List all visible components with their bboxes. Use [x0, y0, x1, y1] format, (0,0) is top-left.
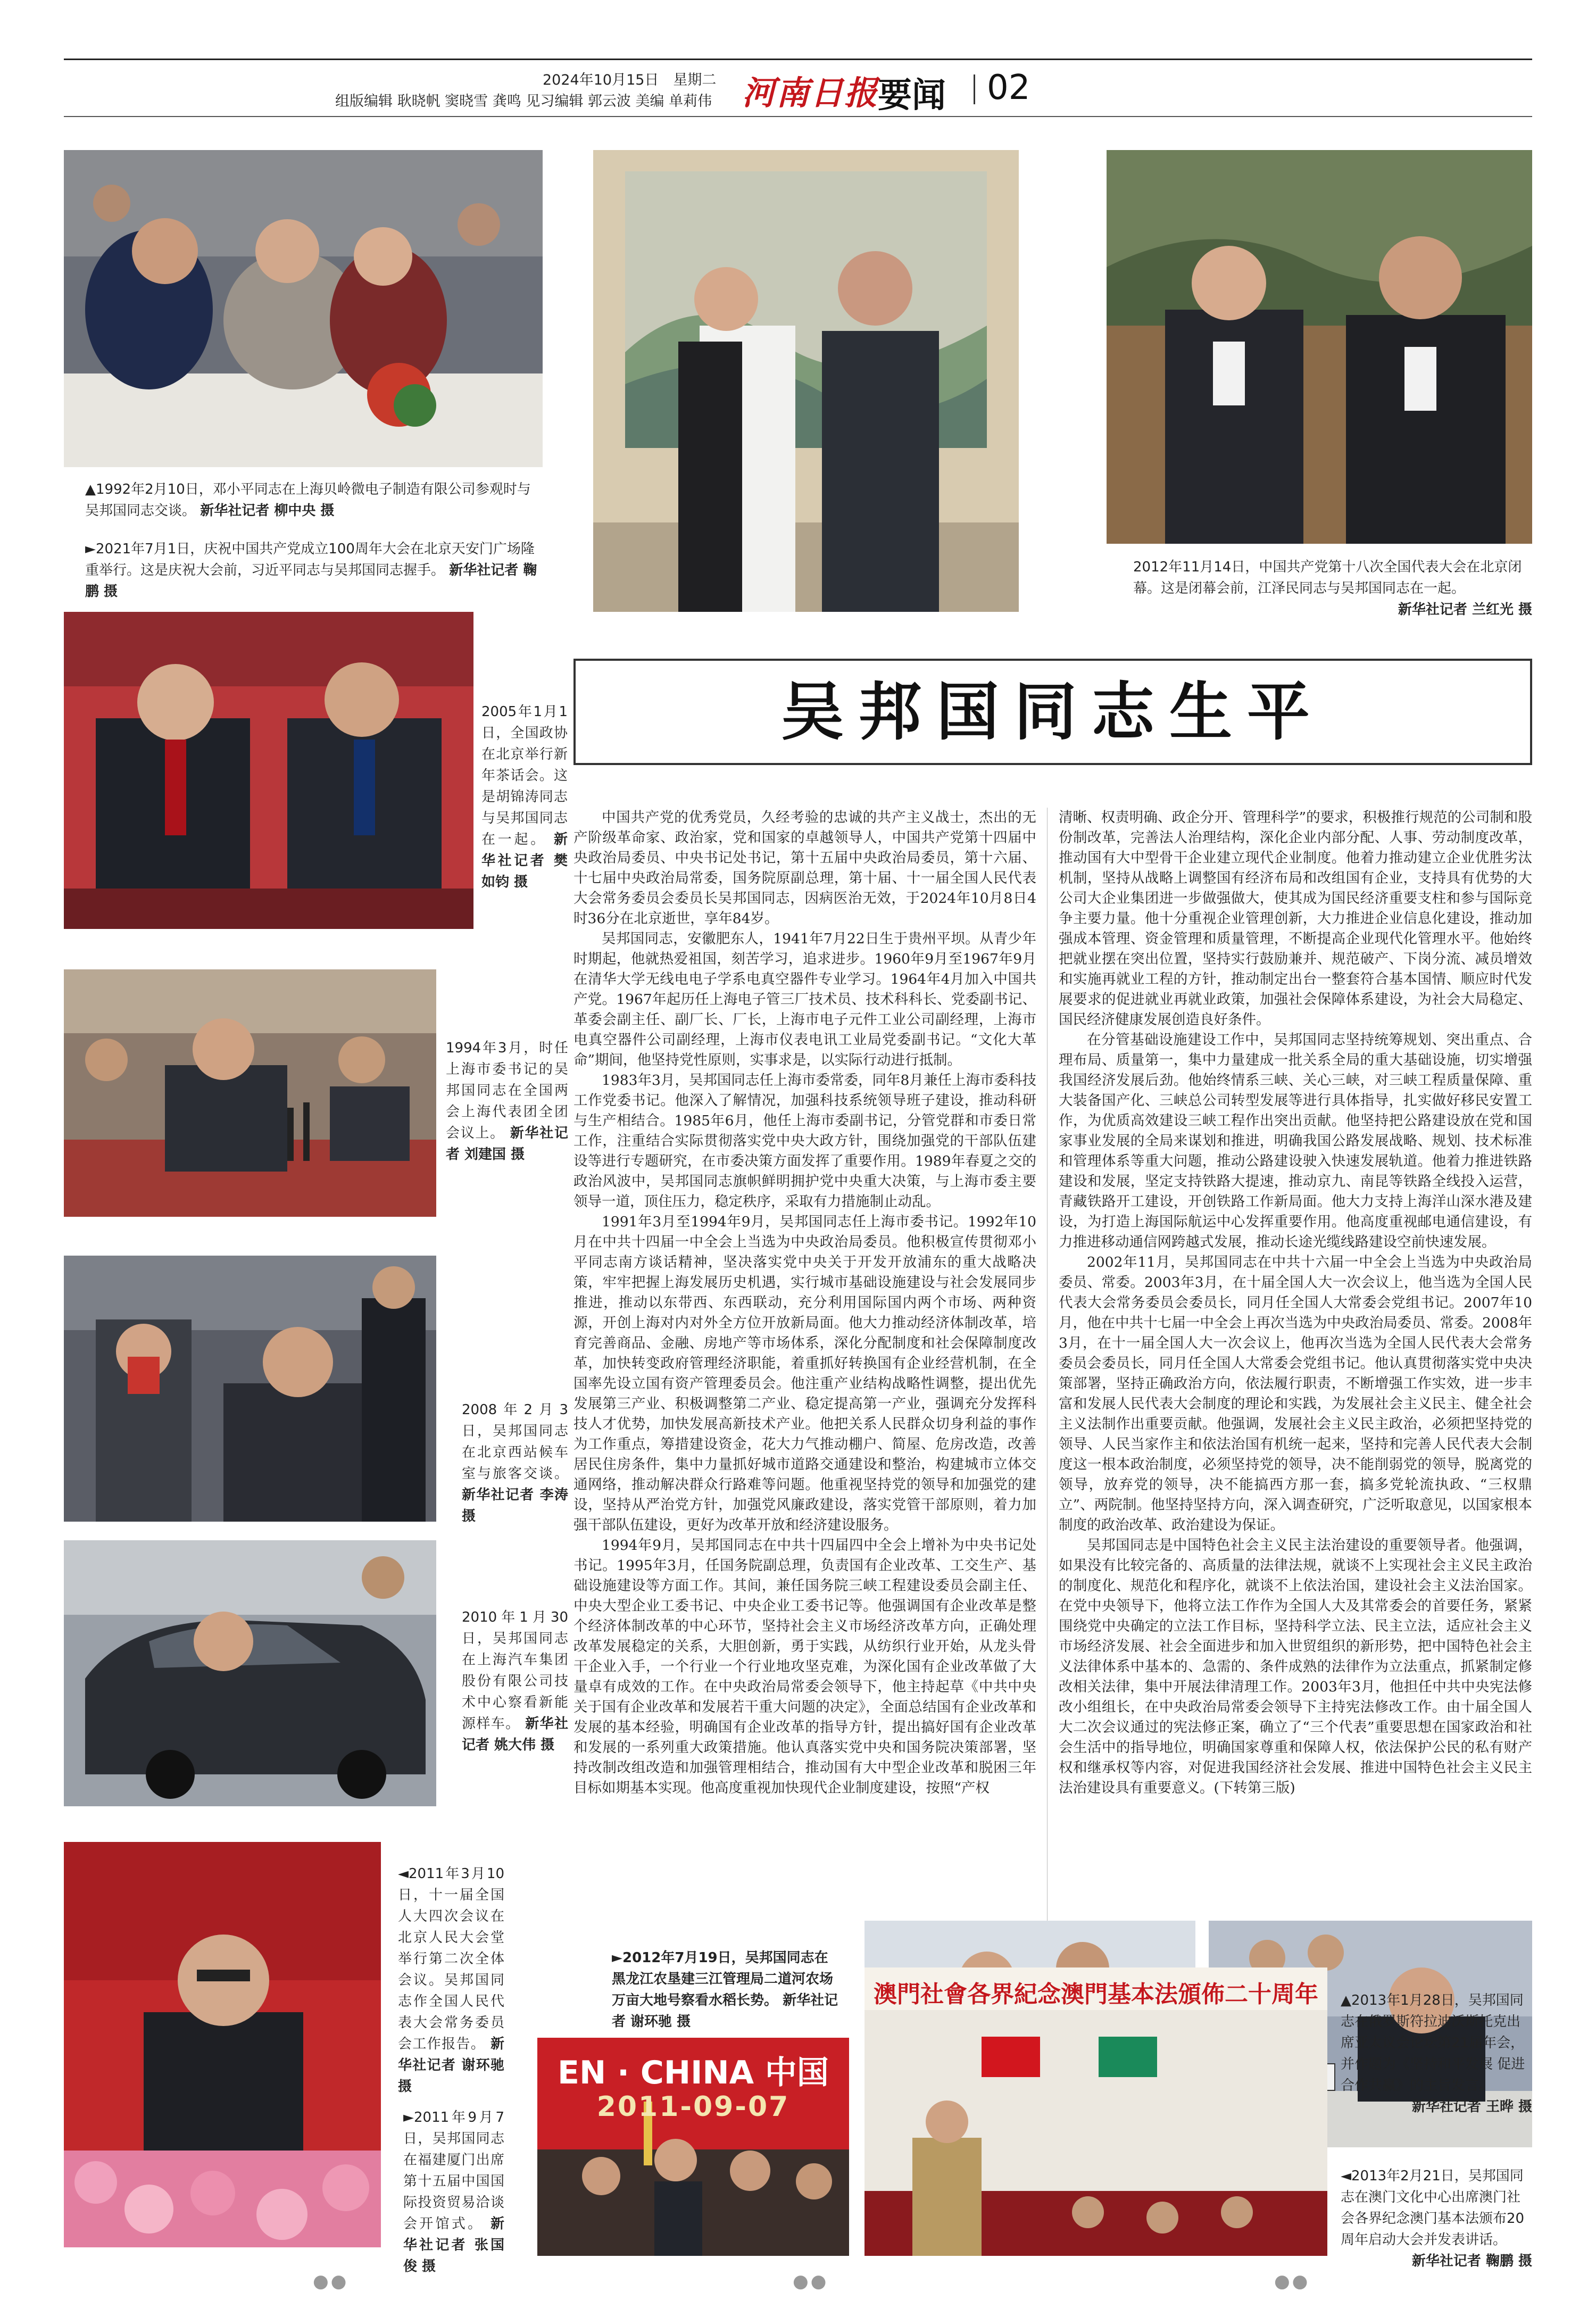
body-paragraph: 吴邦国同志是中国特色社会主义民主法治建设的重要领导者。他强调，如果没有比较完备的、高质量的法律法规，就谈不上实现社会主义民主政治的制度化、规范化和程序化，就谈不上依法治国，建设社会主义法治国家。在党中央领导下，他将立法工作作为全国人大及其常委会的首要任务，紧紧围绕党中央确定的立法工作目标，坚持科学立法、民主立法，适应社会主义市场经济发展、社会全面进步和加入世贸组织的新形势，把中国特色社会主义法律体系中基本的、急需的、条件成熟的法律作为立法重点，抓紧制定修改相关法律，集中开展法律清理工作。2003年3月，他担任中共中央宪法修改小组组长，在中央政治局常委会领导下主持宪法修改工作。由十届全国人大二次会议通过的宪法修正案，确立了“三个代表”重要思想在国家政治和社会生活中的指导地位，明确国家尊重和保障人权，依法保护公民的私有财产权和继承权等内容，对促进我国经济社会发展、推进中国特色社会主义民主法治建设具有重要意义。(下转第三版): [1059, 1537, 1532, 1796]
photo-2011-npc-report: [64, 1842, 381, 2247]
photo-1992-visit: [64, 150, 543, 467]
photo-2021-handshake: [593, 150, 1019, 612]
body-column-1: [573, 808, 1036, 1931]
body-paragraph: 1983年3月，吴邦国同志任上海市委常委，同年8月兼任上海市委科技工作党委书记。他深入了解情况，加强科技系统领导班子建设，推动科研与生产相结合。1985年6月，他任上海市委副书记，分管党群和市委日常工作，注重结合实际贯彻落实党中央大政方针，围绕加强党的干部队伍建设等进行专题研究，在市委决策方面发挥了重要作用。1989年春夏之交的政治风波中，吴邦国同志旗帜鲜明拥护党中央重大决策，与上海市委主要领导一道，顶住压力，稳定秩序，采取有力措施制止动乱。: [573, 1072, 1036, 1210]
article-title: 吴邦国同志生平: [780, 675, 1325, 749]
caption-2012-congress: 2012年11月14日，中国共产党第十八次全国代表大会在北京闭幕。这是闭幕会前，江泽民同志与吴邦国同志在一起。 新华社记者 兰红光 摄: [1133, 559, 1532, 618]
body-paragraph: 在分管基础设施建设工作中，吴邦国同志坚持统筹规划、突出重点、合理布局、质量第一，集中力量建成一批关系全局的重大基础设施，切实增强我国经济发展后劲。他始终情系三峡、关心三峡，对三峡工程质量保障、重大装备国产化、三峡总公司转型发展等进行具体指导，扎实做好移民安置工作，为优质高效建设三峡工程作出突出贡献。他坚持把公路建设放在党和国家事业发展的全局来谋划和推进，明确我国公路发展战略、规划、技术标准和管理体系等重大问题，推动公路建设驶入快速发展轨道。他着力推进铁路建设和发展，坚定支持铁路大提速，推动京九、南昆等铁路全线投入运营，青藏铁路开工建设，开创铁路工作新局面。他大力支持上海洋山深水港及建设，为打造上海国际航运中心发挥重要作用。他高度重视邮电通信建设，有力推进移动通信网跨越式发展，推动长途光缆线路建设空前快速发展。: [1059, 1032, 1532, 1250]
photo-2013-macau-scene: [864, 1967, 1327, 2256]
header-date: 2024年10月15日 星期二: [543, 72, 717, 88]
china-date-text: 2011-09-07: [596, 2091, 790, 2123]
caption-1994: 1994年3月，时任上海市委书记的吴邦国同志在全国两会上海代表团全团会议上。 新华社记者 刘建国 摄: [446, 1040, 568, 1163]
photo-2011-xiamen-fair: [537, 2038, 849, 2256]
column-divider: [1047, 808, 1048, 1925]
page-number: 02: [987, 68, 1030, 107]
caption-2011-september: ►2011年9月7日，吴邦国同志在福建厦门出席第十五届中国国际投资贸易洽谈会开馆式。 新华社记者 张国俊 摄: [403, 2110, 504, 2274]
caption-2005: 2005年1月1日，全国政协在北京举行新年茶话会。这是胡锦涛同志与吴邦国同志在一起。 新华社记者 樊如钧 摄: [481, 704, 568, 890]
body-paragraph: 吴邦国同志，安徽肥东人，1941年7月22日生于贵州平坝。从青少年时期起，他就热爱祖国，刻苦学习，追求进步。1960年9月至1967年9月在清华大学无线电电子学系电真空器件专业学习。1964年4月加入中国共产党。1967年起历任上海电子管三厂技术员、技术科科长、党委副书记、革委会副主任、副厂长、厂长，上海市电子元件工业公司副经理，上海市电真空器件公司副经理，上海市仪表电讯工业局党委副书记。“文化大革命”期间，他坚持党性原则，实事求是，以实际行动进行抵制。: [573, 931, 1036, 1068]
body-column-2: [1059, 808, 1532, 1931]
footer-dots-left: ●●: [313, 2271, 349, 2292]
body-paragraph: 清晰、权责明确、政企分开、管理科学”的要求，积极推行规范的公司制和股份制改革，完善法人治理结构，深化企业内部分配、人事、劳动制度改革，推动国有大中型骨干企业建立现代企业制度。他着力推动建立企业优胜劣汰机制，坚持从战略上调整国有经济布局和改组国有企业，支持具有优势的大公司大企业集团进一步做强做大，使其成为国民经济重要支柱和参与国际竞争主要力量。他十分重视企业管理创新，大力推进企业信息化建设，推动加强成本管理、资金管理和质量管理，不断提高企业现代化管理水平。他始终把就业摆在突出位置，坚持实行鼓励兼并、规范破产、下岗分流、减员增效和实施再就业工程的方针，推动制定出台一整套符合基本国情、顺应时代发展要求的促进就业再就业政策，加强社会保障体系建设，为社会大局稳定、国民经济健康发展创造良好条件。: [1059, 809, 1532, 1028]
caption-2012-july: ►2012年7月19日，吴邦国同志在黑龙江农垦建三江管理局二道河农场万亩大地号察看水稻长势。 新华社记者 谢环驰 摄: [612, 1950, 838, 2030]
caption-2010: 2010年1月30日，吴邦国同志在上海汽车集团股份有限公司技术中心察看新能源样车。 新华社记者 姚大伟 摄: [462, 1609, 568, 1753]
photo-2008-station: [64, 1256, 436, 1522]
photo-1994-npc: [64, 969, 436, 1217]
caption-2013-february: ◄2013年2月21日，吴邦国同志在澳门文化中心出席澳门社会各界纪念澳门基本法颁布20周年启动大会并发表讲话。 新华社记者 鞠鹏 摄: [1341, 2168, 1532, 2269]
body-paragraph: 2002年11月，吴邦国同志在中共十六届一中全会上当选为中央政治局委员、常委。2003年3月，在十届全国人大一次会议上，他当选为全国人民代表大会常务委员会委员长，同月任全国人大常委会党组书记。2007年10月，他在中共十七届一中全会上再次当选为中央政治局委员、常委。2008年3月，在十一届全国人大一次会议上，他再次当选为全国人民代表大会常务委员会委员长，同月任全国人大常委会党组书记。他认真贯彻落实党中央决策部署，坚持正确政治方向，依法履行职责，不断增强工作实效，进一步丰富和发展人民代表大会制度的理论和实践，为发展社会主义民主、健全社会主义法制作出重要贡献。他强调，发展社会主义民主政治，必须把坚持党的领导、人民当家作主和依法治国有机统一起来，坚持和完善人民代表大会制度这一根本政治制度，必须坚持党的领导，决不能削弱党的领导，脱离党的领导，放弃党的领导，决不能搞西方那一套，搞多党轮流执政、“三权鼎立”、两院制。他坚持坚持方向，深入调查研究，广泛听取意见，以国家根本制度的政治改革、政治建设为保证。: [1059, 1254, 1532, 1533]
macau-banner-text: 澳門社會各界紀念澳門基本法頒佈二十周年: [874, 1981, 1318, 2008]
header-bottom-rule: [64, 116, 1532, 117]
footer-dots-center: ●●: [793, 2271, 829, 2292]
header-top-rule: [64, 59, 1532, 60]
caption-2021: ►2021年7月1日，庆祝中国共产党成立100周年大会在北京天安门广场隆重举行。这是庆祝大会前，习近平同志与吴邦国同志握手。 新华社记者 鞠鹏 摄: [85, 541, 537, 600]
title-box: [573, 659, 1532, 765]
caption-2013-january: ▲2013年1月28日，吴邦国同志在俄罗斯符拉迪沃斯托克出席亚太议会论坛第21届年会，并作题为《坚持和平发展 促进合作共赢》的主旨发言。 新华社记者 王晔 摄: [1341, 1992, 1532, 2115]
body-paragraph: 中国共产党的优秀党员，久经考验的忠诚的共产主义战士，杰出的无产阶级革命家、政治家，党和国家的卓越领导人，中国共产党第十四届中央政治局委员、中央书记处书记，第十五届中央政治局委员，第十六届、十七届中央政治局常委，国务院原副总理，第十届、十一届全国人民代表大会常务委员会委员长吴邦国同志，因病医治无效，于2024年10月8日4时36分在北京逝世，享年84岁。: [573, 809, 1036, 927]
photo-2012-congress: [1107, 150, 1532, 544]
header-separator: [974, 74, 975, 104]
body-paragraph: 1994年9月，吴邦国同志在中共十四届四中全会上增补为中央书记处书记。1995年3月，任国务院副总理，负责国有企业改革、工交生产、基础设施建设等方面工作。其间，兼任国务院三峡工程建设委员会副主任、中央大型企业工委书记、中央企业工委书记等。他强调国有企业改革是整个经济体制改革的中心环节，坚持社会主义市场经济改革方向，正确处理改革发展稳定的关系，大胆创新，勇于实践，从纺织行业开始，从龙头骨干企业入手，一个行业一个行业地攻坚克难，为深化国有企业改革做了大量卓有成效的工作。在中央政治局常委会领导下，他主持起草《中共中央关于国有企业改革和发展若干重大问题的决定》，全面总结国有企业改革和发展的基本经验，明确国有企业改革的指导方针，提出搞好国有企业改革和发展的一系列重大政策措施。他认真落实党中央和国务院决策部署，坚持改制改组改造和加强管理相结合，推动国有大中型企业改革和脱困三年目标如期基本实现。他高度重视加快现代企业制度建设，按照“产权: [573, 1537, 1036, 1796]
china-banner-text: EN · CHINA 中国: [558, 2054, 829, 2091]
caption-2008: 2008年2月3日，吴邦国同志在北京西站候车室与旅客交谈。 新华社记者 李涛 摄: [462, 1402, 568, 1524]
footer-dots-right: ●●: [1274, 2271, 1310, 2292]
photo-2005-tea-party: [64, 612, 473, 929]
caption-2011-march: ◄2011年3月10日，十一届全国人大四次会议在北京人民大会堂举行第二次全体会议。吴邦国同志作全国人民代表大会常务委员会工作报告。 新华社记者 谢环驰 摄: [398, 1866, 504, 2095]
body-paragraph: 1991年3月至1994年9月，吴邦国同志任上海市委书记。1992年10月在中共十四届一中全会上当选为中央政治局委员。他积极宣传贯彻邓小平同志南方谈话精神，坚决落实党中央关于开发开放浦东的重大战略决策，牢牢把握上海发展历史机遇，实行城市基础设施建设与社会发展同步推进，推动以东带西、东西联动，充分利用国际国内两个市场、两种资源，开创上海对内对外全方位开放新局面。他大力推动经济体制改革，培育完善商品、金融、房地产等市场体系，深化分配制度和社会保障制度改革，加快转变政府管理经济职能，着重抓好转换国有企业经营机制，在全国率先设立国有资产管理委员会。他注重产业结构战略性调整，提出优先发展第三产业、积极调整第二产业、稳定提高第一产业，强调充分发挥科技人才优势，加快发展高新技术产业。他把关系人民群众切身利益的事作为工作重点，筹措建设资金，花大力气推动棚户、简屋、危房改造，改善居民住房条件，集中力量抓好城市道路交通建设和整治，构建城市立体交通网络，推动解决群众行路难等问题。他重视坚持党的领导和加强党的建设，坚持从严治党方针，加强党风廉政建设，落实党管干部原则，着力加强干部队伍建设，更好为改革开放和经济建设服务。: [573, 1214, 1036, 1533]
header-staff: 组版编辑 耿晓帆 窦晓雪 龚鸣 见习编辑 郭云波 美编 单莉伟: [335, 93, 712, 110]
caption-1992: ▲1992年2月10日，邓小平同志在上海贝岭微电子制造有限公司参观时与吴邦国同志交谈。 新华社记者 柳中央 摄: [85, 481, 531, 519]
newspaper-logo: 河南日报: [742, 73, 879, 112]
photo-2010-car: [64, 1540, 436, 1806]
section-name: 要闻: [878, 76, 946, 115]
